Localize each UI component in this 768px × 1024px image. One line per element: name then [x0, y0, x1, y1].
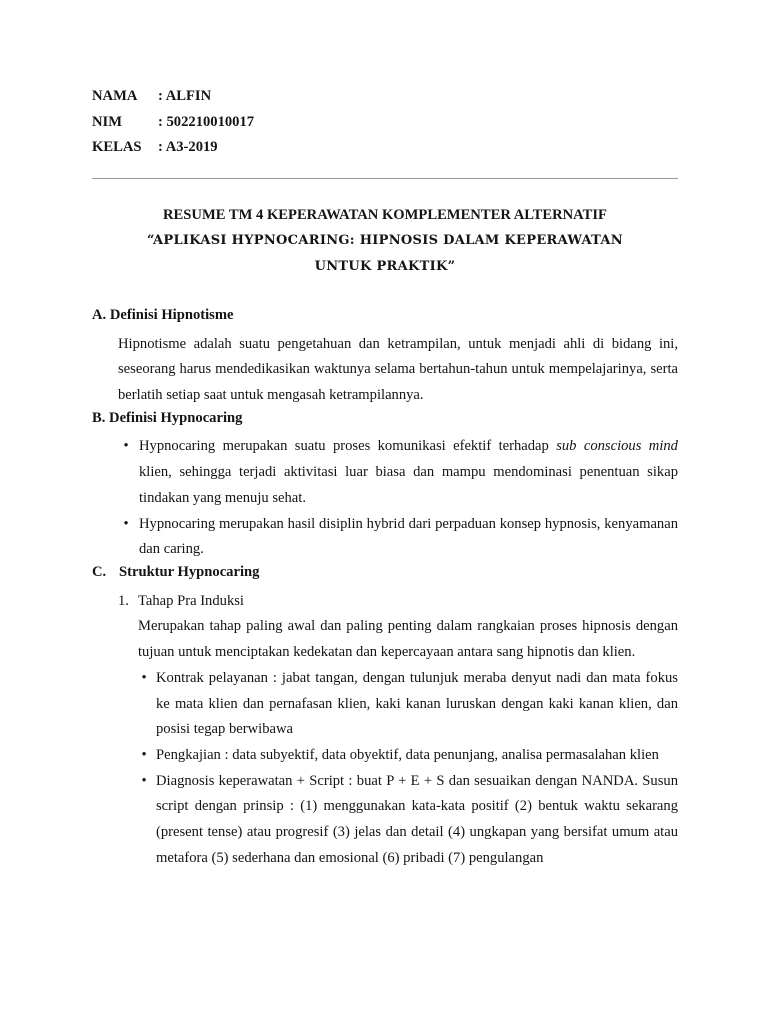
document-title-line-3: UNTUK PRAKTIK”	[314, 259, 456, 274]
bullet-text: Diagnosis keperawatan + Script : buat P + E + S dan sesuaikan dengan NANDA. Susun script dengan prinsip : (1) menggunakan kata-kata positif (2) bentuk waktu sekarang (present tense) atau progresif (3) jelas dan detail (4) ungkapan yang bersifat umum atau metafora (5) sederhana dan emosional (6) pribadi (7) pengulangan	[156, 772, 678, 866]
document-title-line-1: RESUME TM 4 KEPERAWATAN KOMPLEMENTER ALTERNATIF	[163, 207, 607, 223]
class-value: : A3-2019	[158, 139, 218, 155]
section-c-letter: C.	[92, 564, 107, 580]
class-row	[92, 138, 254, 164]
bullet-text: Kontrak pelayanan : jabat tangan, dengan tulunjuk meraba denyut nadi dan mata fokus ke mata klien dan pernafasan klien, kaki kanan luruskan dengan kaki kanan klien, dan posisi tegap berwibawa	[156, 669, 678, 738]
step-1-bullet-2	[132, 743, 678, 769]
step-1-number: 1.	[118, 592, 129, 609]
name-row	[92, 87, 254, 113]
step-1-bullet-1	[132, 666, 678, 743]
section-a-heading: A. Definisi Hipnotisme	[92, 307, 234, 323]
step-1-bullet-3	[132, 769, 678, 872]
nim-label: NIM	[92, 113, 122, 130]
bullet-text: Hypnocaring merupakan hasil disiplin hybrid dari perpaduan konsep hypnosis, kenyamanan dan caring.	[139, 515, 678, 558]
bullet-marker: •	[141, 669, 147, 686]
nim-row	[92, 113, 254, 139]
section-a	[92, 306, 678, 409]
bullet-text: Pengkajian : data subyektif, data obyektif, data penunjang, analisa permasalahan klien	[156, 746, 659, 763]
document-title-line-2: “APLIKASI HYPNOCARING: HIPNOSIS DALAM KEPERAWATAN	[147, 233, 623, 248]
section-c-heading: Struktur Hypnocaring	[119, 564, 260, 580]
step-1-heading	[118, 589, 678, 615]
header-divider	[92, 178, 678, 179]
bullet-marker: •	[141, 772, 147, 789]
name-value: : ALFIN	[158, 88, 212, 104]
section-b-bullet-1	[113, 434, 678, 511]
section-b-bullet-2	[113, 512, 678, 563]
name-label: NAMA	[92, 88, 138, 104]
section-b-heading: B. Definisi Hypnocaring	[92, 409, 243, 426]
step-1-bullet-list	[92, 666, 678, 872]
section-b	[92, 409, 678, 563]
bullet-text-end: klien, sehingga terjadi aktivitasi luar biasa dan mampu mendominasi penentuan sikap tindakan yang menuju sehat.	[139, 464, 678, 506]
step-1-title: Tahap Pra Induksi	[138, 592, 244, 609]
nim-value: : 502210010017	[158, 113, 255, 130]
section-c-heading-row	[92, 563, 678, 589]
student-identity	[92, 87, 254, 164]
class-label: KELAS	[92, 139, 142, 155]
section-c	[92, 563, 678, 871]
bullet-marker: •	[123, 438, 129, 455]
step-1-paragraph: Merupakan tahap paling awal dan paling penting dalam rangkaian proses hipnosis dengan tujuan untuk menciptakan kedekatan dan kepercayaan antara sang hipnotis dan klien.	[138, 618, 678, 661]
document-body	[92, 306, 678, 871]
section-a-paragraph: Hipnotisme adalah suatu pengetahuan dan ketrampilan, untuk menjadi ahli di bidang ini, seseorang harus mendedikasikan waktunya selama bertahun-tahun untuk mempelajarinya, serta berlatih setiap saat untuk mengasah ketrampilannya.	[118, 335, 678, 404]
bullet-text-start: Hypnocaring merupakan suatu proses komunikasi efektif terhadap	[139, 438, 557, 455]
bullet-marker: •	[141, 746, 147, 763]
bullet-marker: •	[123, 515, 129, 532]
bullet-text-italic: sub conscious mind	[556, 438, 678, 455]
